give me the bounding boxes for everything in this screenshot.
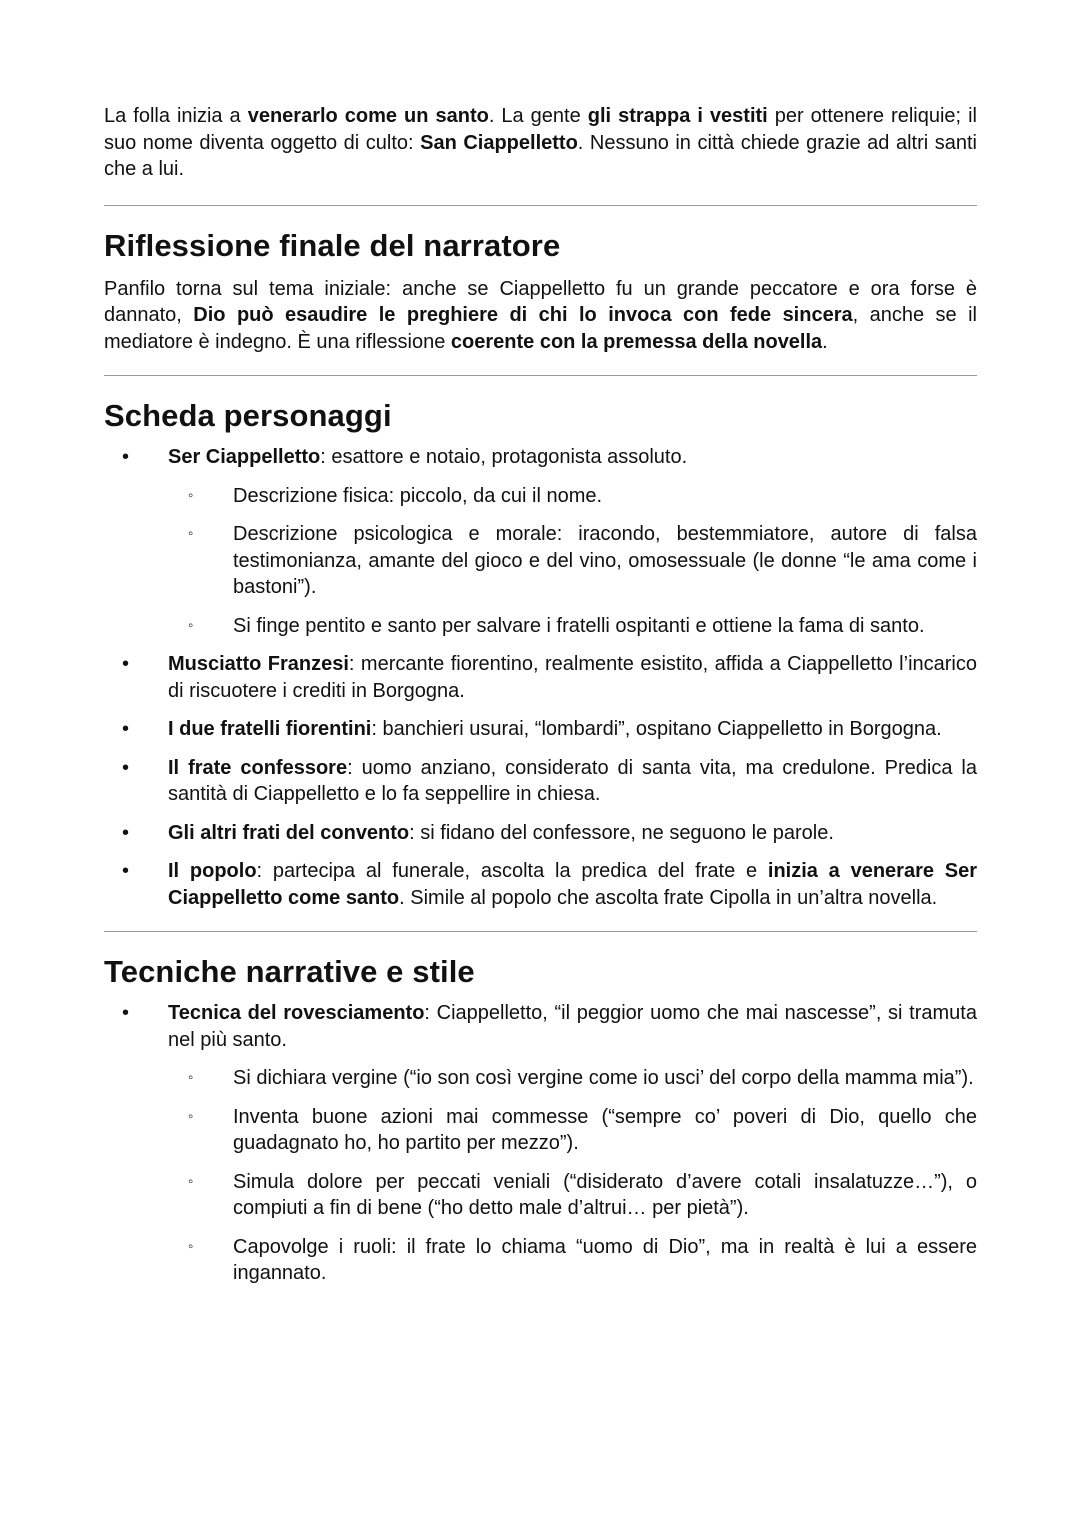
section-divider [104,375,977,376]
section-title-riflessione: Riflessione finale del narratore [104,227,561,263]
sub-list [168,1065,977,1287]
sub-list-item: ◦ Descrizione psicologica e morale: iracondo, bestemmiatore, autore di falsa testimonianza, amante del gioco e del vino, omosessuale (le donne “le ama come i bastoni”). [188,523,977,598]
sub-list-item: ◦ Simula dolore per peccati veniali (“disiderato d’avere cotali insalatuzze…”), o compiuti a fin di bene (“ho detto male d’altrui… per pietà”). [188,1170,977,1219]
section-divider [104,205,977,206]
intro-paragraph: La folla inizia a venerarlo come un santo. La gente gli strappa i vestiti per ottenere reliquie; il suo nome diventa oggetto di culto: San Ciappelletto. Nessuno in città chiede grazie ad altri santi che a lui. [104,105,977,180]
bullet-icon: • [122,718,130,740]
list-item: • Ser Ciappelletto: esattore e notaio, protagonista assoluto. ◦ Descrizione fisica: piccolo, da cui il nome. ◦ Descrizione psicologica e morale: iracondo, bestemmiatore, autore di falsa testimonianza, amante del gioco e del vino, omosessuale (le donne “le ama come i bastoni”). ◦ Si finge pentito e santo per salvare i fratelli ospitanti e ottiene la fama di santo. [104,444,977,639]
circle-bullet-icon: ◦ [188,616,194,634]
section-title-tecniche: Tecniche narrative e stile [104,954,475,989]
circle-bullet-icon: ◦ [188,1107,194,1125]
bullet-icon: • [122,821,130,844]
list-item: • Musciatto Franzesi: mercante fiorentino, realmente esistito, affida a Ciappelletto l’incarico di riscuotere i crediti in Borgogna. [122,653,977,702]
bullet-icon: • [122,446,130,468]
sub-list-item: ◦ Descrizione fisica: piccolo, da cui il nome. [104,483,977,510]
bullet-icon: • [122,860,130,882]
sub-list [168,483,977,640]
bullet-icon: • [122,756,130,779]
personaggi-list [104,444,977,911]
circle-bullet-icon: ◦ [188,1069,194,1086]
sub-list-item: ◦ Capovolge i ruoli: il frate lo chiama “uomo di Dio”, ma in realtà è lui a essere ingannato. [188,1235,977,1284]
list-item: • Gli altri frati del convento: si fidano del confessore, ne seguono le parole. [104,820,977,847]
section-title-personaggi: Scheda personaggi [104,398,392,433]
list-item: • Il popolo: partecipa al funerale, ascolta la predica del frate e inizia a venerare Ser Ciappelletto come santo. Simile al popolo che ascolta frate Cipolla in un’altra novella. [122,860,977,909]
bullet-icon: • [122,653,130,675]
sub-list-item: ◦ Si finge pentito e santo per salvare i fratelli ospitanti e ottiene la fama di santo. [104,613,977,640]
circle-bullet-icon: ◦ [188,1172,194,1190]
circle-bullet-icon: ◦ [188,486,194,504]
list-item: • Il frate confessore: uomo anziano, considerato di santa vita, ma credulone. Predica la santità di Ciappelletto e lo fa seppellire in chiesa. [122,756,977,805]
tecniche-list [104,1000,977,1287]
document-page [104,103,977,1287]
list-item: • Tecnica del rovesciamento: Ciappelletto, “il peggior uomo che mai nascesse”, si tramuta nel più santo. ◦ Si dichiara vergine (“io son così vergine come io usci’ del corpo della mamma mia”). ◦ Inventa buone azioni mai commesse (“sempre co’ poveri di Dio, quello che guadagnato ho, ho partito per mezzo”). ◦ Simula dolore per peccati veniali (“disiderato d’avere cotali insalatuzze…”), o compiuti a fin di bene (“ho detto male d’altrui… per pietà”). ◦ Capovolge i ruoli: il frate lo chiama “uomo di Dio”, ma in realtà è lui a essere ingannato. [104,1000,977,1287]
circle-bullet-icon: ◦ [188,1237,194,1255]
bullet-icon: • [122,1002,130,1024]
sub-list-item: ◦ Si dichiara vergine (“io son così vergine come io usci’ del corpo della mamma mia”). [104,1065,977,1092]
section-divider [104,931,977,932]
sub-list-item: ◦ Inventa buone azioni mai commesse (“sempre co’ poveri di Dio, quello che guadagnato ho, ho partito per mezzo”). [188,1105,977,1154]
circle-bullet-icon: ◦ [188,525,194,542]
riflessione-paragraph: Panfilo torna sul tema iniziale: anche se Ciappelletto fu un grande peccatore e ora forse è dannato, Dio può esaudire le preghiere di chi lo invoca con fede sincera, anche se il mediatore è indegno. È una riflessione coerente con la premessa della novella. [104,277,978,353]
list-item: • I due fratelli fiorentini: banchieri usurai, “lombardi”, ospitano Ciappelletto in Borgogna. [104,716,977,743]
